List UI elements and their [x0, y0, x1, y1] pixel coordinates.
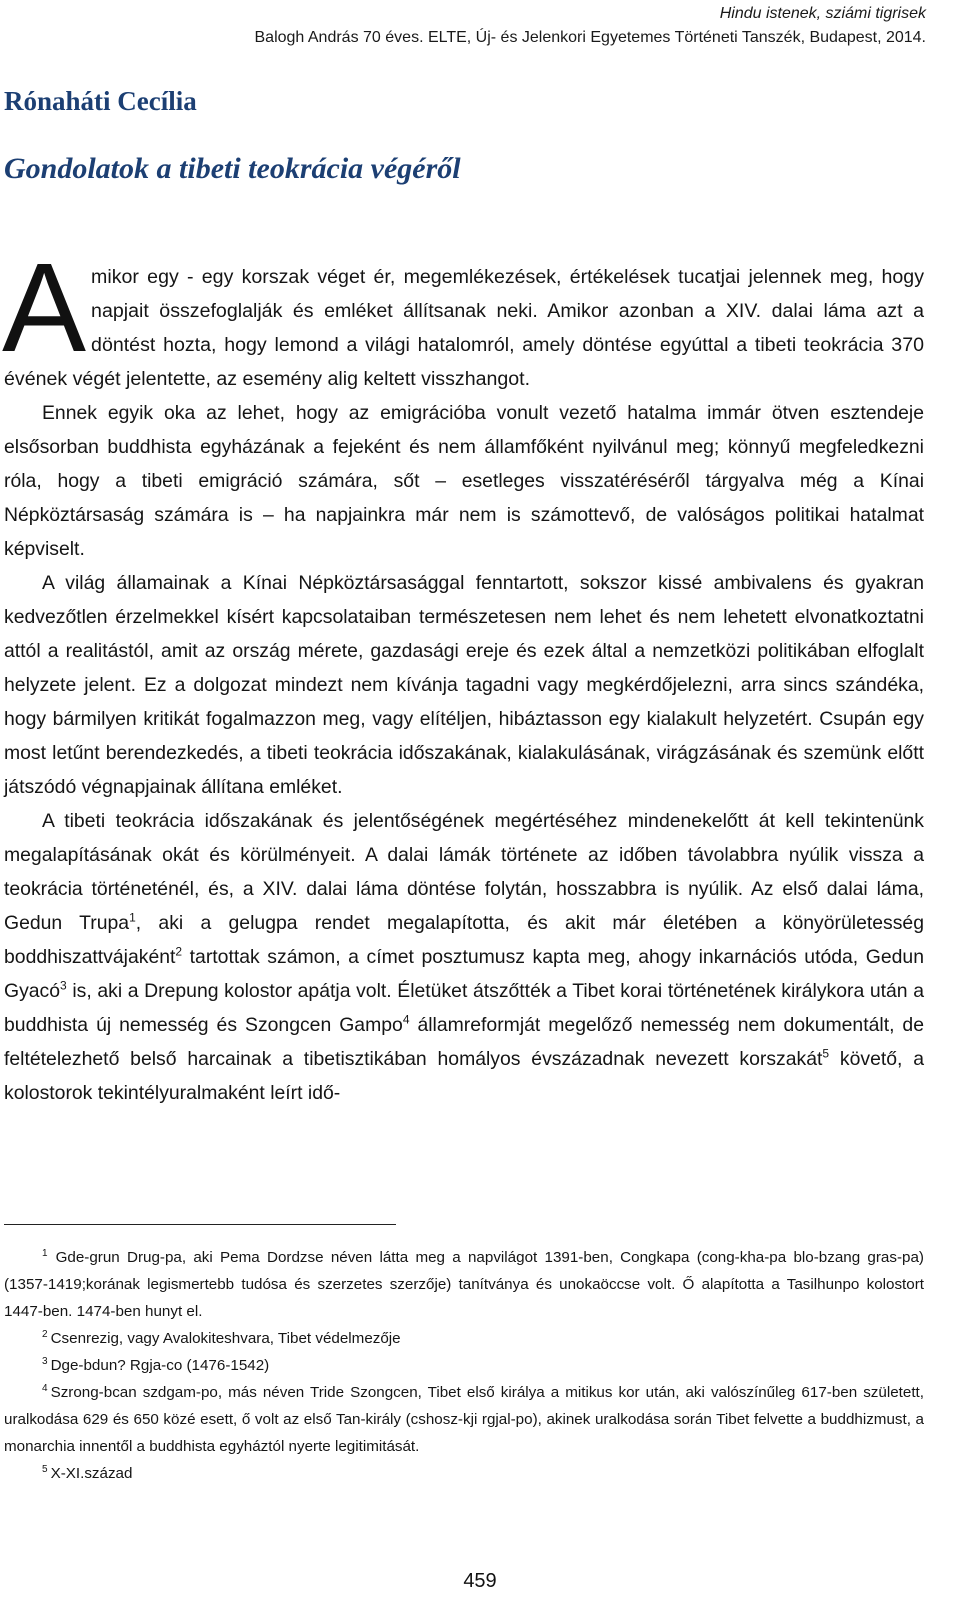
article-body	[2, 237, 925, 1110]
footnote-number: 4	[42, 1382, 48, 1394]
footnote-text: Szrong-bcan szdgam-po, más néven Tride Szongcen, Tibet első királya a mitikus kor után, aki valószínűleg 617-ben született, uralkodása 629 és 650 közé esett, ő volt az első Tan-király (cshosz-kji rgjal-po), akinek uralkodása során Tibet felvette a buddhizmust, a monarchia innentől a buddhista egyháztól nyerte legitimitását.	[4, 1384, 924, 1455]
paragraph-2: Ennek egyik oka az lehet, hogy az emigrációba vonult vezető hatalma immár ötven esztendeje elsősorban buddhista egyházának a fejeként és nem államfőként nyilvánul meg; könnyű megfeledkezni róla, hogy a tibeti emigráció számára, sőt – esetleges visszatéréséről tárgyalva még a Kínai Népköztársaság számára is – ha napjainkra már nem is számottevő, de valóságos politikai hatalmat képviselt.	[4, 402, 924, 560]
footnote-5	[4, 1460, 924, 1487]
paragraph-1	[2, 237, 924, 396]
footnotes	[4, 1244, 924, 1487]
footnote-2	[4, 1325, 924, 1352]
running-header	[0, 2, 926, 50]
running-header-publication: Balogh András 70 éves. ELTE, Új- és Jelenkori Egyetemes Történeti Tanszék, Budapest, 2014.	[254, 29, 926, 46]
paragraph-4-segment: tartottak számon, a címet posztumusz kapta meg, ahogy inkarnációs utóda, Gedun Gyacó	[4, 946, 924, 1002]
author-name: Rónaháti Cecília	[4, 86, 197, 116]
footnote-text: Csenrezig, vagy Avalokiteshvara, Tibet védelmezője	[50, 1330, 401, 1347]
drop-cap: A	[2, 237, 87, 378]
paragraph-1-text: mikor egy - egy korszak véget ér, megemlékezések, értékelések tucatjai jelennek meg, hogy napjait összefoglalják és emléket állítsanak neki. Amikor azonban a XIV. dalai láma azt a döntést hozta, hogy lemond a világi hatalomról, amely döntése egyúttal a tibeti teokrácia 370 évének végét jelentette, az esemény alig keltett visszhangot.	[4, 266, 924, 390]
footnote-ref-3[interactable]: 3	[60, 978, 67, 993]
footnote-ref-5[interactable]: 5	[822, 1046, 830, 1061]
footnote-number: 2	[42, 1328, 48, 1340]
footnote-text: Gde-grun Drug-pa, aki Pema Dordzse néven látta meg a napvilágot 1391-ben, Congkapa (cong-kha-pa blo-bzang gras-pa) (1357-1419;korának legismertebb tudósa és szerzetes szerzője) tanítványa és unokaöccse volt. Ő alapította a Tasilhunpo kolostort 1447-ben. 1474-ben hunyt el.	[4, 1249, 924, 1320]
footnote-ref-2[interactable]: 2	[175, 944, 183, 959]
paragraph-4	[4, 804, 924, 1110]
paragraph-4-segment: , aki a gelugpa rendet megalapította, és akit már életében a könyörületesség boddhiszattvájaként	[4, 912, 924, 968]
footnote-ref-4[interactable]: 4	[402, 1012, 410, 1027]
footnote-ref-1[interactable]: 1	[129, 910, 136, 925]
paragraph-4-segment: államreformját megelőző nemesség nem dokumentált, de feltételezhető belső harcainak a tibetisztikában homályos évszázadnak nevezett korszakát	[4, 1014, 925, 1070]
footnote-text: Dge-bdun? Rgja-co (1476-1542)	[50, 1357, 270, 1374]
footnote-number: 5	[42, 1463, 48, 1475]
footnote-separator	[4, 1224, 396, 1225]
running-header-book-title: Hindu istenek, sziámi tigrisek	[719, 5, 926, 22]
paragraph-4-segment: A tibeti teokrácia időszakának és jelentőségének megértéséhez mindenekelőtt át kell tekintenünk megalapításának okát és körülményeit. A dalai lámák története az időben távolabbra nyúlik vissza a teokrácia történeténél, és, a XIV. dalai láma döntése folytán, hosszabbra is nyúlik. Az első dalai láma, Gedun Trupa	[4, 810, 924, 934]
footnote-number: 1	[42, 1247, 48, 1259]
footnote-4	[4, 1379, 924, 1460]
paragraph-3: A világ államainak a Kínai Népköztársasággal fenntartott, sokszor kissé ambivalens és gyakran kedvezőtlen érzelmekkel kísért kapcsolataiban természetesen nem lehet és nem lehetett elvonatkoztatni attól a realitástól, amit az ország mérete, gazdasági ereje és ezek által a nemzetközi politikában elfoglalt helyzete jelent. Ez a dolgozat mindezt nem kívánja tagadni vagy megkérdőjelezni, arra sincs szándéka, hogy bármilyen kritikát fogalmazzon meg, vagy elítéljen, hibáztasson egy kialakult helyzetért. Csupán egy most letűnt berendezkedés, a tibeti teokrácia időszakának, kialakulásának, virágzásának és szemünk előtt játszódó végnapjainak állítana emléket.	[4, 572, 924, 798]
footnote-number: 3	[42, 1355, 48, 1367]
paragraph-4-segment: követő, a kolostorok tekintélyuralmaként leírt idő-	[4, 1048, 925, 1104]
page-number: 459	[463, 1570, 497, 1592]
footnote-1	[4, 1244, 924, 1325]
footnote-text: X-XI.század	[50, 1465, 133, 1482]
article-title: Gondolatok a tibeti teokrácia végéről	[4, 152, 461, 185]
paragraph-4-segment: is, aki a Drepung kolostor apátja volt. Életüket átszőtték a Tibet korai történetének királykora után a buddhista új nemesség és Szongcen Gampo	[4, 980, 924, 1036]
footnote-3	[4, 1352, 924, 1379]
